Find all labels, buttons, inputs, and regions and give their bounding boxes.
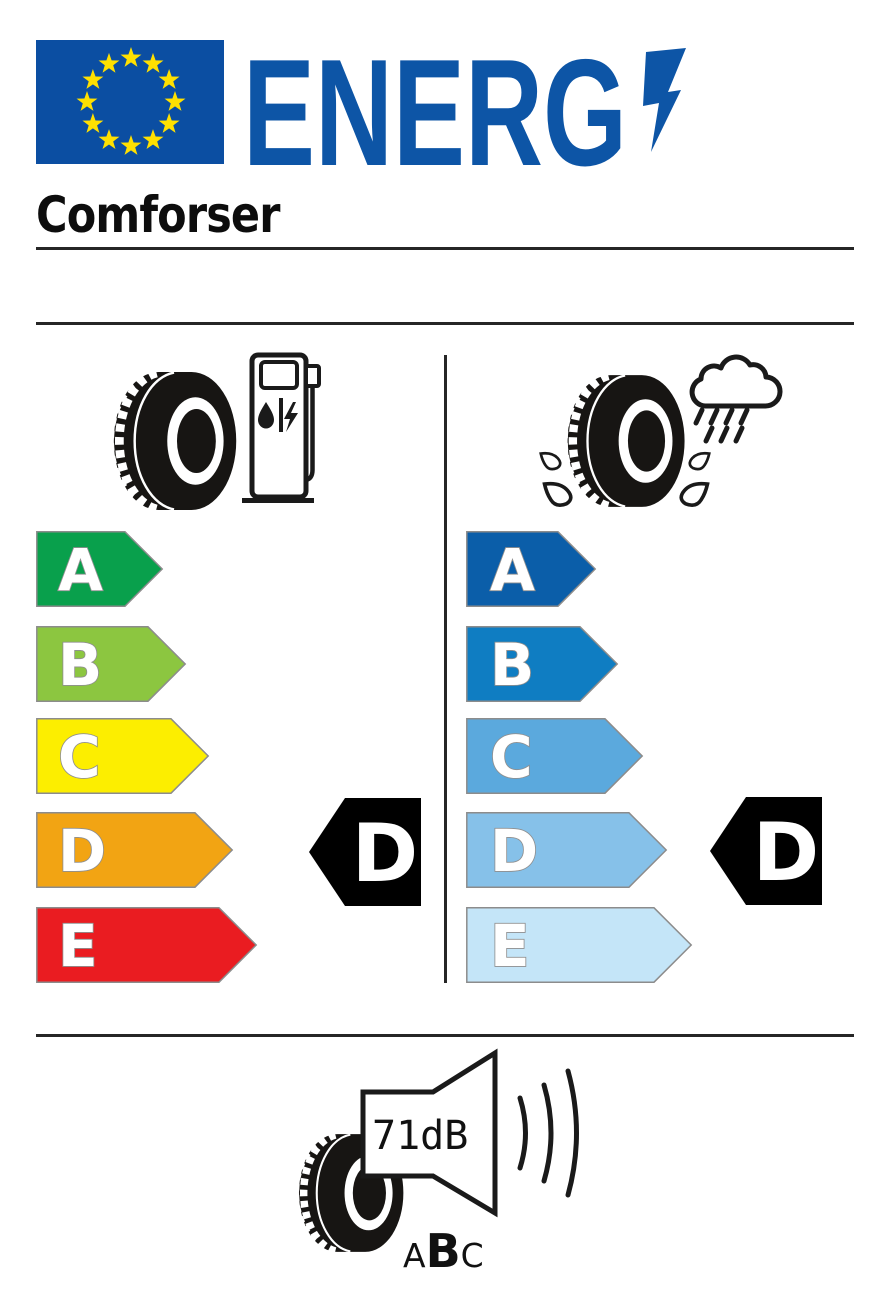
wet-class-c-arrow	[466, 718, 643, 794]
energ-wordmark	[243, 28, 703, 198]
fuel-class-a-arrow	[36, 531, 163, 607]
rule-middle	[36, 322, 854, 325]
fuel-class-e-arrow	[36, 907, 257, 983]
tyre-icon-fuel	[108, 368, 244, 514]
splash-icon	[540, 482, 574, 509]
fuel-class-b-arrow	[36, 626, 186, 702]
fuel-class-c-label: C	[58, 723, 101, 791]
wet-rating-value: D	[752, 806, 820, 899]
fuel-class-c-arrow	[36, 718, 209, 794]
wet-class-e-arrow	[466, 907, 692, 983]
wet-class-d-arrow	[466, 812, 667, 888]
brand-name: Comforser	[36, 186, 280, 244]
noise-class-c: C	[460, 1236, 484, 1275]
fuel-class-d-label: D	[58, 817, 107, 885]
fuel-class-d-arrow	[36, 812, 233, 888]
wet-class-b-arrow	[466, 626, 618, 702]
splash-icon	[678, 482, 712, 509]
rule-top	[36, 247, 854, 250]
fuel-rating-indicator	[309, 796, 421, 908]
fuel-pump-icon	[240, 348, 320, 508]
splash-icon	[688, 452, 712, 472]
rule-bottom	[36, 1034, 854, 1037]
noise-class-b-selected: B	[425, 1224, 461, 1278]
wet-class-a-label: A	[490, 536, 535, 604]
fuel-rating-value: D	[351, 807, 419, 900]
wet-class-c-label: C	[490, 723, 533, 791]
rain-cloud-icon	[672, 340, 784, 448]
sound-waves-icon	[520, 1071, 577, 1195]
rain-drops	[696, 410, 747, 441]
eu-flag-icon	[36, 40, 224, 164]
wet-class-d-label: D	[490, 817, 539, 885]
noise-level-value: 71dB	[372, 1113, 469, 1159]
energ-text: ENERG	[243, 28, 627, 198]
fuel-class-b-label: B	[58, 631, 103, 699]
column-divider	[444, 355, 447, 983]
splash-icon	[538, 452, 562, 472]
fuel-class-a-label: A	[58, 536, 103, 604]
lightning-bolt-icon	[643, 48, 686, 152]
noise-class-scale	[403, 1224, 484, 1278]
wet-class-e-label: E	[490, 912, 530, 980]
noise-class-a: A	[403, 1236, 426, 1275]
fuel-class-e-label: E	[58, 912, 98, 980]
wet-class-b-label: B	[490, 631, 535, 699]
wet-class-a-arrow	[466, 531, 596, 607]
wet-rating-indicator	[710, 795, 822, 907]
